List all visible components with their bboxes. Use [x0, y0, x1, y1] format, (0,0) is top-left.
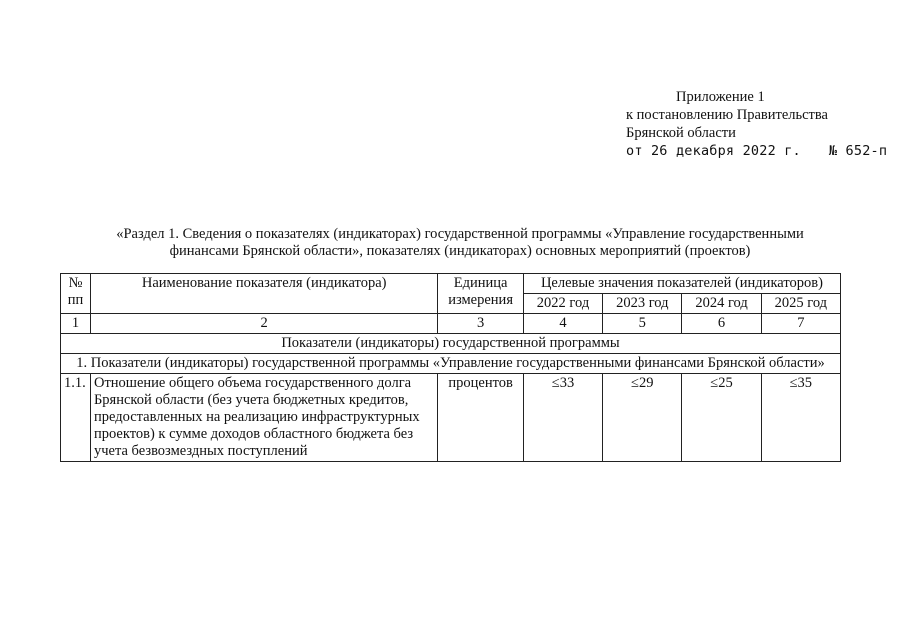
header-name: Наименование показателя (индикатора)	[90, 274, 437, 314]
column-number-cell: 1	[61, 314, 91, 334]
section-title	[60, 226, 860, 260]
table-header-row	[61, 274, 841, 294]
column-number-cell: 7	[761, 314, 840, 334]
row-value-2023: ≤29	[603, 374, 682, 462]
header-num: № пп	[61, 274, 91, 314]
group-row	[61, 334, 841, 354]
appendix-title: Приложение 1	[676, 89, 765, 105]
header-year-2024: 2024 год	[682, 294, 761, 314]
appendix-number: № 652-п	[828, 143, 888, 159]
header-year-2025: 2025 год	[761, 294, 840, 314]
appendix-date-number-line	[626, 142, 887, 160]
column-number-cell: 2	[90, 314, 437, 334]
appendix-header	[626, 88, 887, 160]
column-number-row	[61, 314, 841, 334]
section-title-line-1: «Раздел 1. Сведения о показателях (индикаторах) государственной программы «Управление государственными	[116, 226, 804, 242]
header-year-2022: 2022 год	[523, 294, 602, 314]
appendix-date: от 26 декабря 2022 г.	[626, 143, 801, 159]
column-number-cell: 5	[603, 314, 682, 334]
group-row-label: Показатели (индикаторы) государственной программы	[61, 334, 841, 354]
subgroup-row-label: 1. Показатели (индикаторы) государственной программы «Управление государственными финансами Брянской области»	[61, 354, 841, 374]
indicators-table	[60, 273, 841, 462]
row-value-2025: ≤35	[761, 374, 840, 462]
row-indicator-name: Отношение общего объема государственного долга Брянской области (без учета бюджетных кредитов, предоставленных на реализацию инфраструктурных проектов) к сумме доходов областного бюджета без учета безвозмездных поступлений	[90, 374, 437, 462]
row-value-2022: ≤33	[523, 374, 602, 462]
header-year-2023: 2023 год	[603, 294, 682, 314]
column-number-cell: 6	[682, 314, 761, 334]
table-row	[61, 374, 841, 462]
subgroup-row	[61, 354, 841, 374]
appendix-resolution-line: к постановлению Правительства	[626, 107, 828, 123]
row-value-2024: ≤25	[682, 374, 761, 462]
row-unit: процентов	[438, 374, 524, 462]
column-number-cell: 4	[523, 314, 602, 334]
header-unit: Единица измерения	[438, 274, 524, 314]
header-targets: Целевые значения показателей (индикаторов)	[523, 274, 840, 294]
column-number-cell: 3	[438, 314, 524, 334]
section-title-line-2: финансами Брянской области», показателях (индикаторах) основных мероприятий (проектов)	[169, 243, 751, 259]
appendix-region-line: Брянской области	[626, 125, 736, 141]
row-num: 1.1.	[61, 374, 91, 462]
